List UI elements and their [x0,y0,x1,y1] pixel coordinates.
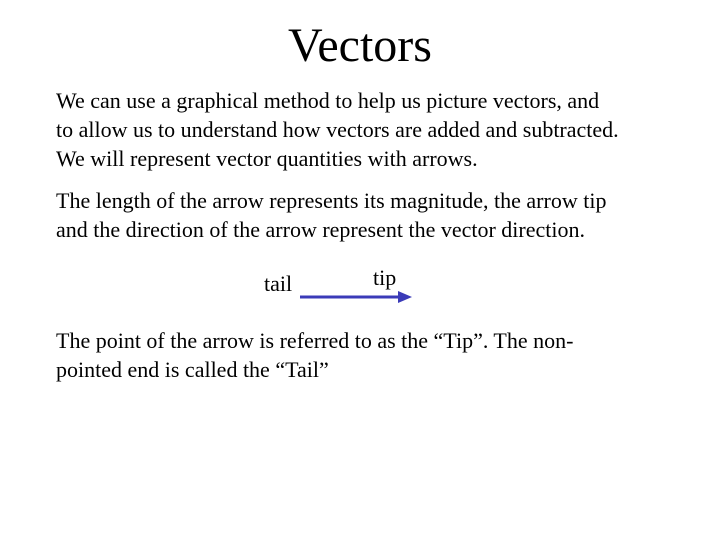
magnitude-paragraph [56,186,676,244]
intro-line-1: We can use a graphical method to help us picture vectors, and [56,88,600,113]
tip-tail-line-2: pointed end is called the “Tail” [56,357,329,382]
tail-label: tail [264,271,293,296]
intro-paragraph [56,86,676,173]
intro-line-2: to allow us to understand how vectors are added and subtracted. [56,117,619,142]
tip-tail-line-1: The point of the arrow is referred to as the “Tip”. The non- [56,328,574,353]
intro-line-3: We will represent vector quantities with arrows. [56,146,478,171]
magnitude-line-2: and the direction of the arrow represent the vector direction. [56,217,585,242]
arrow-head [398,291,412,303]
tip-tail-paragraph [56,326,676,384]
slide-title: Vectors [288,19,432,72]
magnitude-line-1: The length of the arrow represents its magnitude, the arrow tip [56,188,607,213]
tip-label: tip [373,265,397,290]
vector-arrow-icon [300,289,412,305]
